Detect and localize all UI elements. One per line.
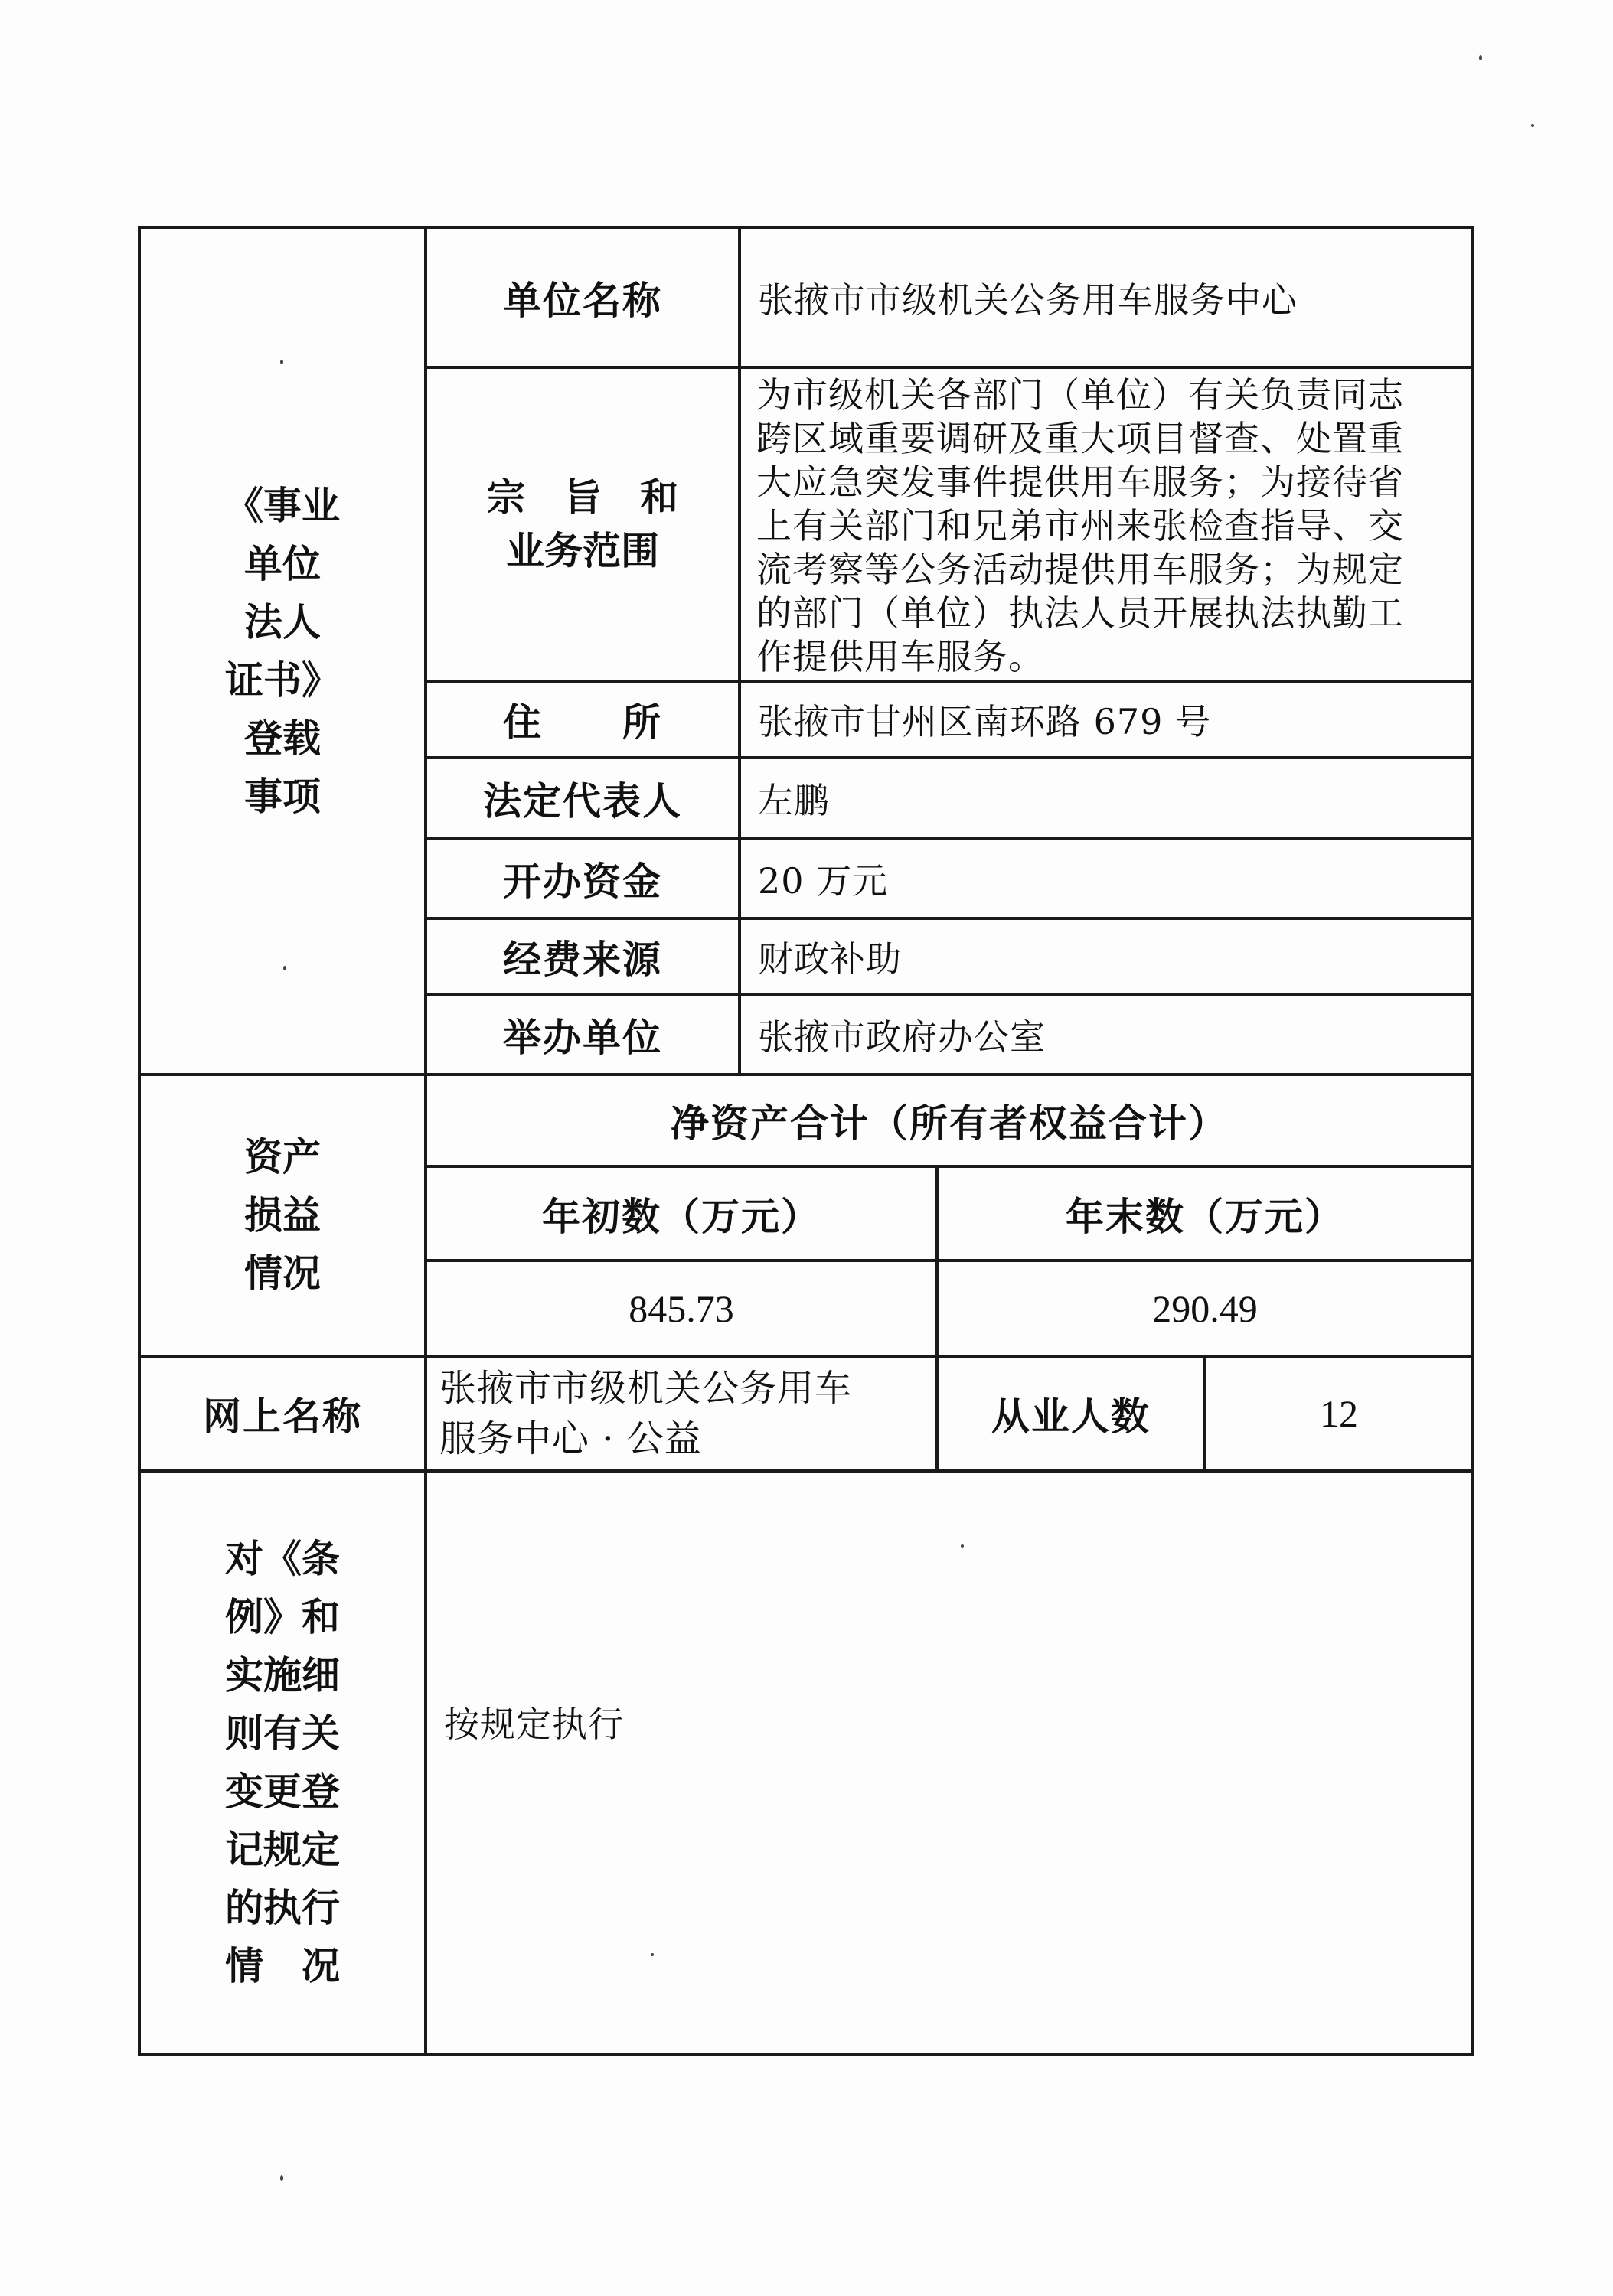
sponsor-value: 张掖市政府办公室 bbox=[758, 1016, 1046, 1058]
regulation-value: 按规定执行 bbox=[444, 1704, 624, 1745]
staff-count-value: 12 bbox=[1320, 1392, 1358, 1435]
scan-speck bbox=[280, 360, 283, 364]
unit-name-label: 单位名称 bbox=[503, 277, 662, 323]
beginning-of-year-value: 845.73 bbox=[629, 1287, 734, 1330]
regulation-section-label: 对《条 例》和 实施细 则有关 变更登 记规定 的执行 情 况 bbox=[225, 1536, 340, 1988]
purpose-label: 宗 旨 和 业务范围 bbox=[487, 475, 678, 573]
end-of-year-label: 年末数（万元） bbox=[1066, 1193, 1344, 1239]
table-border-bottom bbox=[138, 2053, 1474, 2056]
address-value: 张掖市甘州区南环路 679 号 bbox=[758, 701, 1212, 742]
scan-speck bbox=[283, 966, 286, 970]
scan-speck bbox=[1531, 124, 1534, 127]
staff-count-label: 从业人数 bbox=[991, 1394, 1151, 1439]
purpose-value: 为市级机关各部门（单位）有关负责同志 跨区域重要调研及重大项目督查、处置重 大应急突发事件提供用车服务；为接待省 上有关部门和兄弟市州来张检查指导、交 流考察等公务活动提供用车服务；为规定 的部门（单位）执法人员开展执法执勤工 作提供用车服务。 bbox=[756, 374, 1404, 677]
funding-label: 经费来源 bbox=[503, 937, 662, 982]
capital-value: 20 万元 bbox=[758, 860, 889, 902]
address-label: 住 所 bbox=[503, 700, 662, 745]
legal-rep-value: 左鹏 bbox=[758, 780, 830, 821]
legal-rep-label: 法定代表人 bbox=[483, 778, 682, 823]
table-border-right bbox=[1471, 226, 1474, 2056]
online-name-value: 张掖市市级机关公务用车 服务中心 · 公益 bbox=[439, 1367, 853, 1460]
online-name-label: 网上名称 bbox=[203, 1394, 362, 1439]
certificate-section-label: 《事业 单位 法人 证书》 登载 事项 bbox=[225, 482, 340, 819]
assets-section-label: 资产 损益 情况 bbox=[244, 1134, 321, 1296]
scan-speck bbox=[961, 1544, 964, 1548]
end-of-year-value: 290.49 bbox=[1152, 1287, 1258, 1330]
beginning-of-year-label: 年初数（万元） bbox=[542, 1193, 821, 1239]
sponsor-label: 举办单位 bbox=[503, 1015, 662, 1060]
scan-speck bbox=[280, 2175, 283, 2181]
funding-value: 财政补助 bbox=[758, 938, 902, 980]
scan-speck bbox=[1479, 55, 1482, 60]
net-assets-header: 净资产合计（所有者权益合计） bbox=[671, 1101, 1228, 1146]
unit-name-value: 张掖市市级机关公务用车服务中心 bbox=[758, 279, 1298, 321]
scan-speck bbox=[651, 1953, 654, 1956]
capital-label: 开办资金 bbox=[503, 859, 662, 904]
